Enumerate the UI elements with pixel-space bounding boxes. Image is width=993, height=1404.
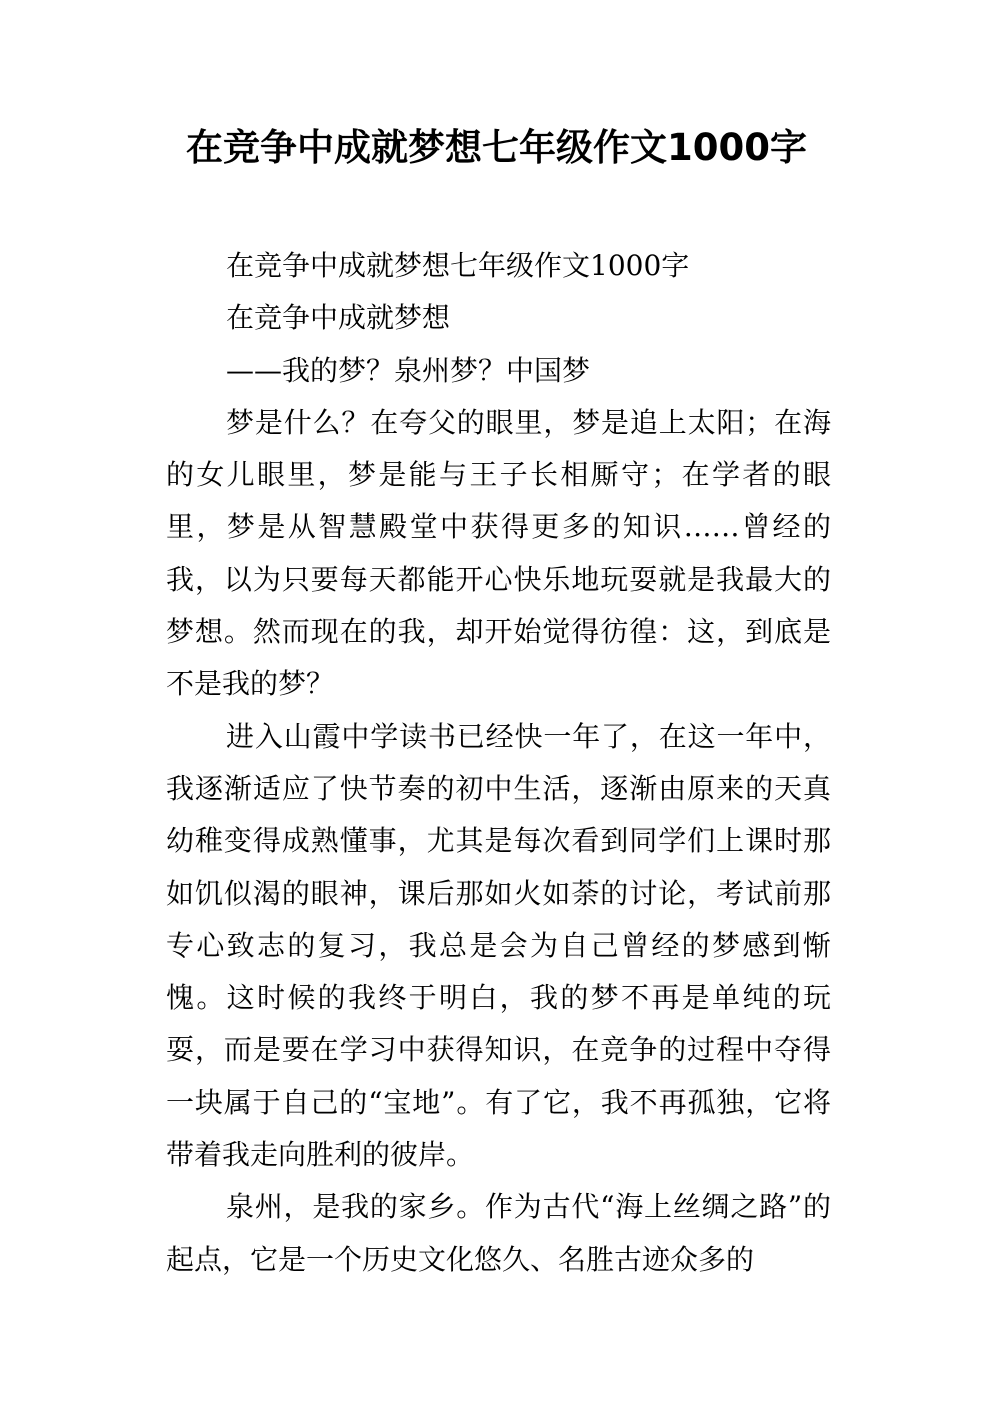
paragraph: 梦是什么？在夸父的眼里，梦是追上太阳；在海的女儿眼里，梦是能与王子长相厮守；在学者的眼里，梦是从智慧殿堂中获得更多的知识……曾经的我，以为只要每天都能开心快乐地玩耍就是我最大的梦想。然而现在的我，却开始觉得彷徨：这，到底是不是我的梦？	[166, 405, 831, 701]
paragraph-subtitle-dash: ——我的梦？泉州梦？中国梦	[226, 353, 591, 387]
document-body	[166, 240, 831, 1286]
paragraph: 进入山霞中学读书已经快一年了，在这一年中，我逐渐适应了快节奏的初中生活，逐渐由原来的天真幼稚变得成熟懂事，尤其是每次看到同学们上课时那如饥似渴的眼神，课后那如火如荼的讨论，考试前那专心致志的复习，我总是会为自己曾经的梦感到惭愧。这时候的我终于明白，我的梦不再是单纯的玩耍，而是要在学习中获得知识，在竞争的过程中夺得一块属于自己的“宝地”。有了它，我不再孤独，它将带着我走向胜利的彼岸。	[166, 719, 831, 1172]
paragraph-heading-repeat: 在竞争中成就梦想七年级作文1000字	[226, 249, 690, 282]
document-title: 在竞争中成就梦想七年级作文1000字	[186, 126, 807, 169]
paragraph: 泉州，是我的家乡。作为古代“海上丝绸之路”的起点，它是一个历史文化悠久、名胜古迹众多的	[166, 1190, 831, 1276]
paragraph-subtitle: 在竞争中成就梦想	[226, 301, 451, 335]
